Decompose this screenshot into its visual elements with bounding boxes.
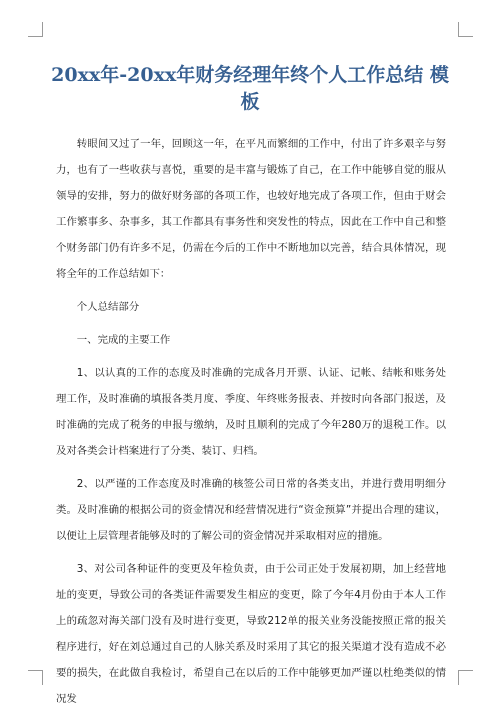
crop-mark-top-right [458, 22, 473, 37]
crop-mark-bottom-left [28, 670, 43, 685]
crop-mark-top-left [28, 22, 43, 37]
document-body [56, 131, 446, 719]
section-heading-personal-summary: 个人总结部分 [76, 301, 140, 313]
paragraph-item-3: 3、对公司各种证件的变更及年检负责，由于公司正处于发展初期，加上经营地址的变更，导致公司的各类证件需要发生相应的变更，除了今年4月份由于本人工作上的疏忽对海关部门没有及时进行变更，导致212单的报关业务没能按照正常的报关程序进行，好在刘总通过自己的人脉关系及时采用了其它的报关渠道才没有造成不必要的损失，在此做自我检讨，希望自己在以后的工作中能够更加严谨以杜绝类似的情况发 [56, 563, 446, 705]
paragraph-intro: 转眼间又过了一年，回顾这一年，在平凡而繁细的工作中，付出了许多艰辛与努力，也有了一些收获与喜悦，重要的是丰富与锻炼了自己，在工作中能够自觉的服从领导的安排，努力的做好财务部的各项工作，也较好地完成了各项工作，但由于财会工作繁事多、杂事多，其工作都具有事务性和突发性的特点，因此在工作中自己和整个财务部门仍有许多不足，仍需在今后的工作中不断地加以完善，结合具体情况，现将全年的工作总结如下： [56, 138, 446, 280]
paragraph-item-1: 1、以认真的工作的态度及时准确的完成各月开票、认证、记帐、结帐和账务处理工作，及时准确的填报各类月度、季度、年终账务报表、并按时向各部门报送，及时准确的完成了税务的申报与缴纳，及时且顺利的完成了今年280万的退税工作。以及对各类会计档案进行了分类、装订、归档。 [56, 367, 446, 457]
paragraph-item-2: 2、以严谨的工作态度及时准确的核签公司日常的各类支出，并进行费用明细分类。及时准确的根据公司的资金情况和经营情况进行“资金预算”并提出合理的建议，以便让上层管理者能够及时的了解公司的资金情况并采取相对应的措施。 [56, 478, 446, 542]
document-title: 20xx年-20xx年财务经理年终个人工作总结 模板 [51, 64, 449, 113]
section-heading-main-work: 一、完成的主要工作 [76, 334, 171, 346]
crop-mark-bottom-right [458, 670, 473, 685]
